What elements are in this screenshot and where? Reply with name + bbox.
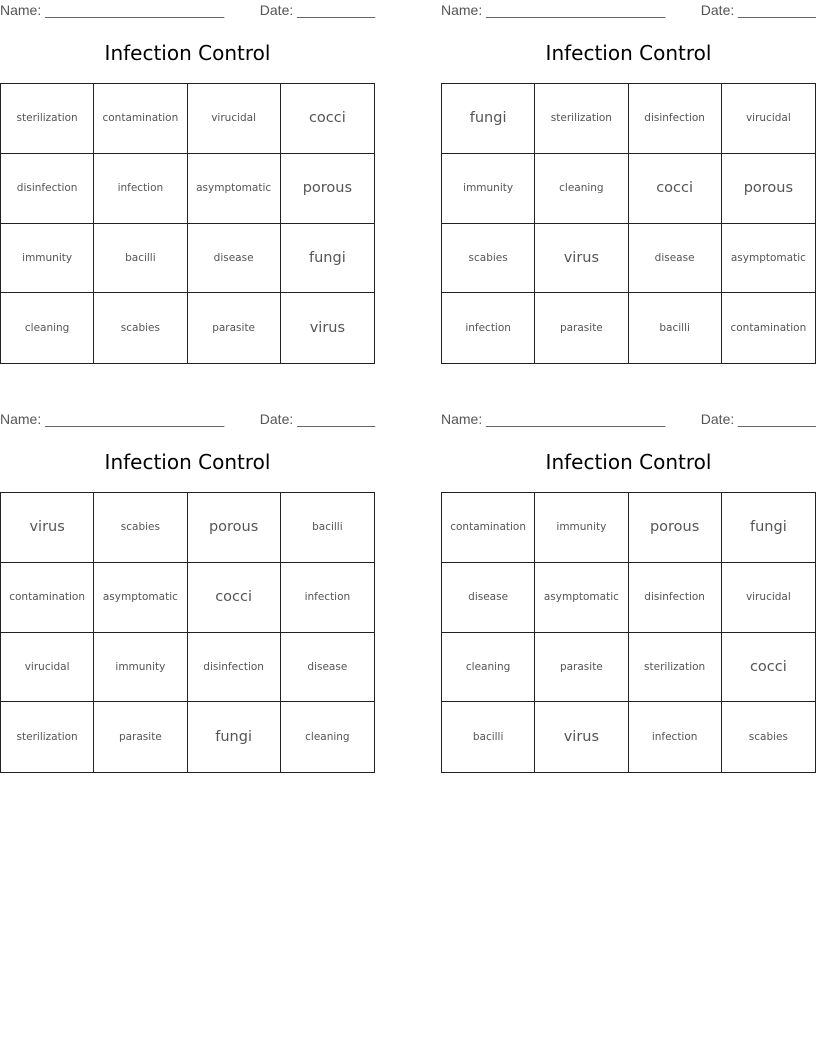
bingo-cell: cocci <box>629 154 722 224</box>
bingo-grid <box>441 83 816 364</box>
bingo-cell: cleaning <box>535 154 628 224</box>
bingo-cell: sterilization <box>1 702 94 772</box>
bingo-cell: immunity <box>94 633 187 703</box>
bingo-cell: immunity <box>535 493 628 563</box>
bingo-card-4 <box>441 409 816 746</box>
card-title: Infection Control <box>545 450 712 474</box>
bingo-cell: immunity <box>442 154 535 224</box>
bingo-cell: virucidal <box>188 84 281 154</box>
bingo-cell: infection <box>281 563 374 633</box>
bingo-cell: disease <box>442 563 535 633</box>
bingo-cell: fungi <box>722 493 815 563</box>
name-date-row <box>441 0 816 20</box>
bingo-cell: disease <box>629 224 722 294</box>
bingo-cell: porous <box>722 154 815 224</box>
bingo-cell: scabies <box>94 293 187 363</box>
bingo-cell: scabies <box>442 224 535 294</box>
name-date-row <box>0 409 375 429</box>
name-field: Name: _______________________ <box>441 2 666 18</box>
bingo-cell: asymptomatic <box>535 563 628 633</box>
bingo-card-3 <box>0 409 375 746</box>
bingo-cell: disease <box>281 633 374 703</box>
bingo-cell: asymptomatic <box>188 154 281 224</box>
bingo-cell: immunity <box>1 224 94 294</box>
bingo-cell: fungi <box>188 702 281 772</box>
bingo-cell: parasite <box>535 293 628 363</box>
date-field: Date: __________ <box>700 2 816 18</box>
bingo-cell: infection <box>629 702 722 772</box>
bingo-cell: contamination <box>442 493 535 563</box>
bingo-cell: virus <box>535 224 628 294</box>
bingo-cell: cocci <box>722 633 815 703</box>
bingo-cell: contamination <box>730 322 807 335</box>
bingo-cell: infection <box>442 293 535 363</box>
name-field: Name: _______________________ <box>441 411 666 427</box>
bingo-cell: virucidal <box>1 633 94 703</box>
bingo-cell: virucidal <box>722 84 815 154</box>
bingo-cell: bacilli <box>94 224 187 294</box>
bingo-cell: parasite <box>94 702 187 772</box>
bingo-cell: contamination <box>94 84 187 154</box>
bingo-cell: porous <box>188 493 281 563</box>
bingo-cell: fungi <box>442 84 535 154</box>
name-date-row <box>441 409 816 429</box>
bingo-cell: cleaning <box>442 633 535 703</box>
bingo-cell: asymptomatic <box>94 563 187 633</box>
bingo-cell: scabies <box>748 731 788 744</box>
bingo-cell: virucidal <box>722 563 815 633</box>
bingo-card-1 <box>0 0 375 337</box>
bingo-grid <box>441 492 816 773</box>
bingo-cell: cocci <box>281 84 374 154</box>
bingo-card-2 <box>441 0 816 335</box>
bingo-cell: sterilization <box>1 84 94 154</box>
bingo-cell: cleaning <box>305 731 350 744</box>
card-title: Infection Control <box>104 41 271 65</box>
bingo-cell: sterilization <box>629 633 722 703</box>
bingo-cell: cocci <box>188 563 281 633</box>
card-title: Infection Control <box>104 450 271 474</box>
bingo-cell: virus <box>309 320 346 337</box>
bingo-grid <box>0 492 375 773</box>
name-field: Name: _______________________ <box>0 2 225 18</box>
bingo-cell: parasite <box>188 293 281 363</box>
name-date-row <box>0 0 375 20</box>
bingo-cell: fungi <box>281 224 374 294</box>
bingo-cell: bacilli <box>281 493 374 563</box>
bingo-grid <box>0 83 375 364</box>
bingo-cell: disinfection <box>629 84 722 154</box>
bingo-cell: porous <box>629 493 722 563</box>
date-field: Date: __________ <box>259 411 375 427</box>
card-title: Infection Control <box>545 41 712 65</box>
name-field: Name: _______________________ <box>0 411 225 427</box>
bingo-cell: sterilization <box>535 84 628 154</box>
bingo-cell: infection <box>94 154 187 224</box>
bingo-cell: disinfection <box>1 154 94 224</box>
date-field: Date: __________ <box>259 2 375 18</box>
bingo-cell: contamination <box>1 563 94 633</box>
bingo-cell: cleaning <box>1 293 94 363</box>
bingo-cell: bacilli <box>629 293 722 363</box>
bingo-cell: asymptomatic <box>722 224 815 294</box>
bingo-cell: porous <box>281 154 374 224</box>
bingo-cell: disease <box>188 224 281 294</box>
date-field: Date: __________ <box>700 411 816 427</box>
bingo-cell: disinfection <box>188 633 281 703</box>
bingo-cell: virus <box>535 702 628 772</box>
bingo-cell: virus <box>1 493 94 563</box>
bingo-cell: bacilli <box>442 702 535 772</box>
bingo-cell: parasite <box>535 633 628 703</box>
bingo-cell: disinfection <box>629 563 722 633</box>
bingo-cell: scabies <box>94 493 187 563</box>
